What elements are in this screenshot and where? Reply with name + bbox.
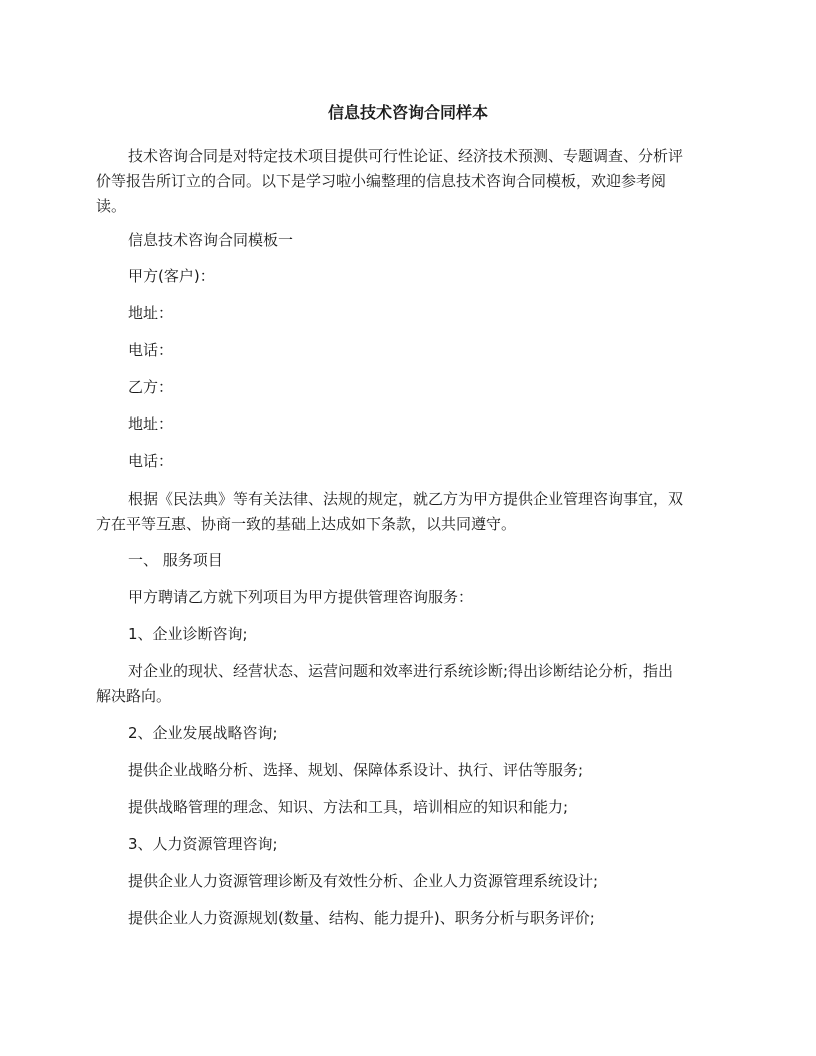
party-a-label: 甲方(客户)： xyxy=(128,267,215,285)
party-b-phone: 电话： xyxy=(128,452,174,470)
item-3-line-1: 提供企业人力资源管理诊断及有效性分析、企业人力资源管理系统设计; xyxy=(128,872,599,890)
item-3-heading: 3、人力资源管理咨询; xyxy=(128,835,278,853)
basis-line-1: 根据《民法典》等有关法律、法规的规定，就乙方为甲方提供企业管理咨询事宜，双 xyxy=(128,490,684,508)
item-2-heading: 2、企业发展战略咨询; xyxy=(128,724,278,742)
item-1-line-2: 解决路向。 xyxy=(96,687,172,705)
item-1-heading: 1、企业诊断咨询; xyxy=(128,625,248,643)
intro-line-2: 价等报告所订立的合同。以下是学习啦小编整理的信息技术咨询合同模板，欢迎参考阅 xyxy=(96,172,667,190)
item-2-line-1: 提供企业战略分析、选择、规划、保障体系设计、执行、评估等服务; xyxy=(128,761,584,779)
intro-line-1: 技术咨询合同是对特定技术项目提供可行性论证、经济技术预测、专题调查、分析评 xyxy=(128,147,684,165)
basis-line-2: 方在平等互惠、协商一致的基础上达成如下条款，以共同遵守。 xyxy=(96,515,517,533)
party-a-address: 地址： xyxy=(128,304,174,322)
document-title: 信息技术咨询合同样本 xyxy=(327,103,488,122)
section-1-intro: 甲方聘请乙方就下列项目为甲方提供管理咨询服务： xyxy=(128,588,474,606)
basis-paragraph xyxy=(96,487,726,537)
intro-paragraph xyxy=(96,144,726,219)
item-1-line-1: 对企业的现状、经营状态、运营问题和效率进行系统诊断;得出诊断结论分析，指出 xyxy=(128,662,674,680)
party-a-phone: 电话： xyxy=(128,341,174,359)
template-heading: 信息技术咨询合同模板一 xyxy=(128,231,294,249)
item-1-paragraph xyxy=(96,659,726,709)
party-b-address: 地址： xyxy=(128,415,174,433)
intro-line-3: 读。 xyxy=(96,197,127,215)
item-3-line-2: 提供企业人力资源规划(数量、结构、能力提升)、职务分析与职务评价; xyxy=(128,909,595,927)
item-2-line-2: 提供战略管理的理念、知识、方法和工具，培训相应的知识和能力; xyxy=(128,798,569,816)
section-1-heading: 一、 服务项目 xyxy=(128,551,223,569)
party-b-label: 乙方： xyxy=(128,378,174,396)
